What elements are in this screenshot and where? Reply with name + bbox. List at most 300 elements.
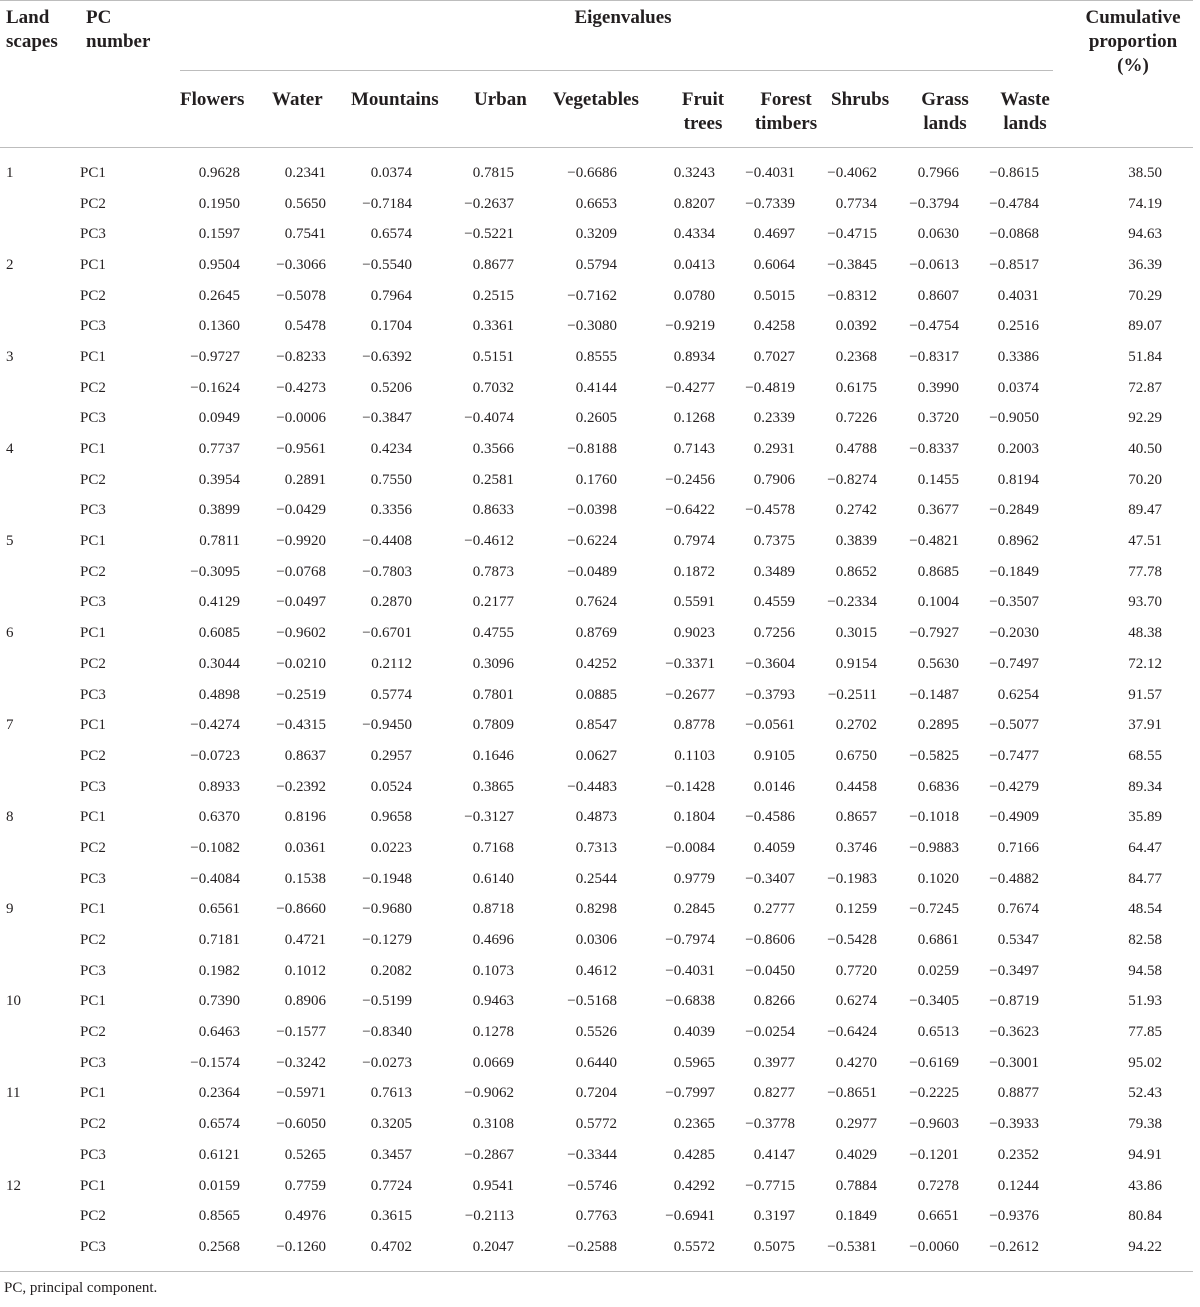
eigenvalue-cell: 0.3096: [472, 655, 514, 672]
eigenvalue-cell: −0.5199: [362, 993, 412, 1010]
eigenvalue-cell: 0.4292: [673, 1177, 715, 1194]
eigenvalue-cell: 0.7974: [673, 533, 715, 550]
bottom-rule: [0, 1271, 1193, 1272]
landscape-cell: [0, 1201, 78, 1232]
pc-number-cell: PC3: [80, 686, 106, 703]
table-row: [0, 219, 1162, 250]
eigenvalue-cell: 0.3954: [198, 471, 240, 488]
eigenvalue-cell: 0.8547: [575, 717, 617, 734]
eigenvalue-cell: 0.4234: [370, 441, 412, 458]
eigenvalue-cell: −0.7997: [665, 1085, 715, 1102]
table-row: [0, 189, 1162, 220]
eigenvalue-cell: 0.7143: [673, 441, 715, 458]
eigenvalue-cell: 0.3108: [472, 1116, 514, 1133]
pc-number-cell: PC3: [80, 594, 106, 611]
table-row: [0, 1171, 1162, 1202]
eigenvalue-cell: 0.7737: [198, 441, 240, 458]
eigenvalue-cell: 0.3205: [370, 1116, 412, 1133]
eigenvalue-cell: 0.2777: [753, 901, 795, 918]
eigenvalue-cell: −0.9561: [276, 441, 326, 458]
pc-number-cell: PC1: [80, 1085, 106, 1102]
eigenvalue-cell: 0.5572: [673, 1238, 715, 1255]
eigenvalue-cell: −0.7477: [989, 747, 1039, 764]
table-row: [0, 772, 1162, 803]
pc-number-cell: PC2: [80, 195, 106, 212]
eigenvalue-cell: −0.8615: [989, 164, 1039, 181]
eigenvalue-cell: 0.7884: [835, 1177, 877, 1194]
eigenvalue-cell: 0.7720: [835, 962, 877, 979]
eigenvalue-cell: 0.4039: [673, 1024, 715, 1041]
col-grass-lands: Grass lands: [921, 89, 969, 134]
eigenvalue-cell: 0.7226: [835, 410, 877, 427]
eigenvalue-cell: −0.3623: [989, 1024, 1039, 1041]
eigenvalue-cell: 0.1872: [673, 563, 715, 580]
pc-number-cell: PC1: [80, 625, 106, 642]
table-row: [0, 833, 1162, 864]
landscape-cell: [0, 772, 78, 803]
cumulative-cell: 68.55: [1128, 747, 1162, 764]
eigenvalue-cell: −0.7715: [745, 1177, 795, 1194]
eigenvalue-cell: 0.7166: [997, 839, 1039, 856]
eigenvalue-cell: 0.9504: [198, 256, 240, 273]
landscape-cell: 4: [6, 441, 14, 458]
cumulative-cell: 51.93: [1128, 993, 1162, 1010]
eigenvalue-cell: −0.4074: [464, 410, 514, 427]
col-fruit-trees: Fruit trees: [681, 89, 725, 134]
table-row: [0, 465, 1162, 496]
eigenvalue-cell: 0.2645: [198, 287, 240, 304]
eigenvalue-cell: 0.8778: [673, 717, 715, 734]
pc-number-cell: PC3: [80, 962, 106, 979]
top-rule: [0, 0, 1193, 1]
landscape-cell: [0, 1232, 78, 1263]
eigenvalue-cell: 0.7027: [753, 348, 795, 365]
eigenvalue-cell: −0.9883: [909, 839, 959, 856]
eigenvalue-cell: 0.4788: [835, 441, 877, 458]
eigenvalue-cell: 0.3489: [753, 563, 795, 580]
eigenvalue-cell: −0.2392: [276, 778, 326, 795]
eigenvalue-cell: −0.4784: [989, 195, 1039, 212]
eigenvalue-cell: −0.0723: [190, 747, 240, 764]
eigenvalue-cell: −0.0006: [276, 410, 326, 427]
table-row: [0, 864, 1162, 895]
eigenvalue-cell: −0.9920: [276, 533, 326, 550]
landscape-cell: [0, 465, 78, 496]
eigenvalue-cell: −0.9602: [276, 625, 326, 642]
header-landscapes: Land scapes: [6, 7, 58, 52]
eigenvalue-cell: −0.3080: [567, 318, 617, 335]
eigenvalue-cell: 0.4458: [835, 778, 877, 795]
eigenvalue-cell: 0.8565: [198, 1208, 240, 1225]
eigenvalue-cell: −0.5078: [276, 287, 326, 304]
eigenvalue-cell: 0.2605: [575, 410, 617, 427]
eigenvalue-cell: 0.0780: [673, 287, 715, 304]
eigenvalue-cell: 0.4031: [997, 287, 1039, 304]
eigenvalue-cell: −0.4819: [745, 379, 795, 396]
eigenvalue-cell: 0.0630: [917, 226, 959, 243]
eigenvalue-cell: 0.3209: [575, 226, 617, 243]
eigenvalue-cell: −0.7927: [909, 625, 959, 642]
eigenvalue-cell: 0.1950: [198, 195, 240, 212]
eigenvalue-cell: −0.3497: [989, 962, 1039, 979]
eigenvalue-cell: 0.8657: [835, 809, 877, 826]
eigenvalue-cell: 0.5650: [284, 195, 326, 212]
eigenvalue-cell: 0.9154: [835, 655, 877, 672]
pc-number-cell: PC3: [80, 870, 106, 887]
eigenvalues-rule: [180, 70, 1053, 71]
table-row: [0, 802, 1162, 833]
eigenvalue-cell: −0.0489: [567, 563, 617, 580]
eigenvalue-cell: 0.7724: [370, 1177, 412, 1194]
eigenvalue-cell: 0.0146: [753, 778, 795, 795]
cumulative-cell: 37.91: [1128, 717, 1162, 734]
eigenvalue-cell: −0.8312: [827, 287, 877, 304]
eigenvalue-cell: 0.5965: [673, 1054, 715, 1071]
landscape-cell: 6: [6, 625, 14, 642]
eigenvalue-cell: 0.4144: [575, 379, 617, 396]
eigenvalue-cell: 0.0392: [835, 318, 877, 335]
header-rule: [0, 147, 1193, 148]
table-row: [0, 618, 1162, 649]
eigenvalue-cell: −0.3127: [464, 809, 514, 826]
table-row: [0, 373, 1162, 404]
eigenvalue-cell: −0.3847: [362, 410, 412, 427]
eigenvalue-cell: 0.9541: [472, 1177, 514, 1194]
pc-number-cell: PC2: [80, 1116, 106, 1133]
eigenvalue-cell: −0.3604: [745, 655, 795, 672]
eigenvalue-cell: 0.8677: [472, 256, 514, 273]
eigenvalue-cell: −0.8606: [745, 932, 795, 949]
eigenvalue-cell: 0.2891: [284, 471, 326, 488]
cumulative-cell: 80.84: [1128, 1208, 1162, 1225]
eigenvalue-cell: 0.1244: [997, 1177, 1039, 1194]
eigenvalue-cell: 0.2364: [198, 1085, 240, 1102]
eigenvalue-cell: 0.7550: [370, 471, 412, 488]
eigenvalue-cell: −0.0613: [909, 256, 959, 273]
eigenvalue-cell: 0.0259: [917, 962, 959, 979]
footnote: PC, principal component.: [4, 1280, 158, 1296]
pc-number-cell: PC2: [80, 932, 106, 949]
cumulative-cell: 94.22: [1128, 1238, 1162, 1255]
eigenvalue-cell: 0.6254: [997, 686, 1039, 703]
eigenvalue-cell: 0.1646: [472, 747, 514, 764]
eigenvalue-cell: 0.6175: [835, 379, 877, 396]
eigenvalue-cell: 0.1760: [575, 471, 617, 488]
eigenvalue-cell: −0.3793: [745, 686, 795, 703]
eigenvalue-cell: 0.1849: [835, 1208, 877, 1225]
eigenvalue-cell: 0.7375: [753, 533, 795, 550]
table-row: [0, 250, 1162, 281]
pc-number-cell: PC1: [80, 164, 106, 181]
eigenvalue-cell: −0.2612: [989, 1238, 1039, 1255]
eigenvalue-cell: 0.8637: [284, 747, 326, 764]
eigenvalue-cell: 0.8266: [753, 993, 795, 1010]
eigenvalue-cell: 0.6140: [472, 870, 514, 887]
eigenvalue-cell: −0.5825: [909, 747, 959, 764]
eigenvalue-cell: −0.2225: [909, 1085, 959, 1102]
landscape-cell: 10: [6, 993, 21, 1010]
eigenvalue-cell: 0.7204: [575, 1085, 617, 1102]
landscape-cell: 9: [6, 901, 14, 918]
landscape-cell: 7: [6, 717, 14, 734]
cumulative-cell: 48.38: [1128, 625, 1162, 642]
eigenvalue-cell: 0.1012: [284, 962, 326, 979]
eigenvalue-cell: −0.9376: [989, 1208, 1039, 1225]
eigenvalue-cell: 0.4697: [753, 226, 795, 243]
eigenvalue-cell: −0.0868: [989, 226, 1039, 243]
eigenvalue-cell: 0.9463: [472, 993, 514, 1010]
eigenvalue-cell: 0.6121: [198, 1146, 240, 1163]
eigenvalue-cell: 0.8933: [198, 778, 240, 795]
eigenvalue-cell: 0.7811: [199, 533, 240, 550]
eigenvalue-cell: −0.0768: [276, 563, 326, 580]
eigenvalue-cell: −0.4273: [276, 379, 326, 396]
cumulative-cell: 94.63: [1128, 226, 1162, 243]
eigenvalue-cell: 0.0949: [198, 410, 240, 427]
landscape-cell: 11: [6, 1085, 21, 1102]
eigenvalue-cell: 0.3899: [198, 502, 240, 519]
pc-number-cell: PC1: [80, 533, 106, 550]
eigenvalue-cell: 0.7168: [472, 839, 514, 856]
eigenvalue-cell: −0.5746: [567, 1177, 617, 1194]
landscape-cell: [0, 219, 78, 250]
eigenvalue-cell: −0.4062: [827, 164, 877, 181]
eigenvalue-cell: 0.5015: [753, 287, 795, 304]
col-flowers: Flowers: [180, 89, 245, 110]
eigenvalue-cell: 0.8633: [472, 502, 514, 519]
table-row: [0, 680, 1162, 711]
eigenvalue-cell: 0.7674: [997, 901, 1039, 918]
eigenvalue-cell: 0.4612: [575, 962, 617, 979]
eigenvalue-cell: −0.7803: [362, 563, 412, 580]
eigenvalue-cell: 0.9779: [673, 870, 715, 887]
eigenvalue-cell: 0.5772: [575, 1116, 617, 1133]
eigenvalue-cell: 0.4147: [753, 1146, 795, 1163]
eigenvalue-cell: 0.2702: [835, 717, 877, 734]
eigenvalue-cell: 0.6274: [835, 993, 877, 1010]
landscape-cell: [0, 680, 78, 711]
pc-number-cell: PC2: [80, 1024, 106, 1041]
eigenvalue-cell: 0.0413: [673, 256, 715, 273]
pc-number-cell: PC2: [80, 1208, 106, 1225]
eigenvalue-cell: 0.4898: [198, 686, 240, 703]
eigenvalue-cell: −0.8233: [276, 348, 326, 365]
landscape-cell: [0, 1048, 78, 1079]
eigenvalue-cell: −0.3933: [989, 1116, 1039, 1133]
pc-number-cell: PC2: [80, 379, 106, 396]
eigenvalue-cell: 0.7256: [753, 625, 795, 642]
eigenvalue-cell: 0.1278: [472, 1024, 514, 1041]
eigenvalue-cell: −0.0450: [745, 962, 795, 979]
eigenvalue-cell: 0.7759: [284, 1177, 326, 1194]
eigenvalue-cell: −0.1082: [190, 839, 240, 856]
pc-number-cell: PC1: [80, 256, 106, 273]
eigenvalue-cell: 0.5774: [370, 686, 412, 703]
pc-number-cell: PC1: [80, 993, 106, 1010]
eigenvalue-cell: 0.3015: [835, 625, 877, 642]
eigenvalue-cell: −0.0497: [276, 594, 326, 611]
eigenvalue-cell: 0.2742: [835, 502, 877, 519]
table-row: [0, 956, 1162, 987]
eigenvalue-cell: −0.8274: [827, 471, 877, 488]
cumulative-cell: 89.34: [1128, 778, 1162, 795]
eigenvalue-cell: −0.4483: [567, 778, 617, 795]
eigenvalue-cell: −0.3001: [989, 1054, 1039, 1071]
eigenvalue-cell: 0.8685: [917, 563, 959, 580]
cumulative-cell: 52.43: [1128, 1085, 1162, 1102]
eigenvalue-cell: −0.4279: [989, 778, 1039, 795]
eigenvalue-cell: 0.1268: [673, 410, 715, 427]
pc-number-cell: PC2: [80, 839, 106, 856]
col-water: Water: [272, 89, 323, 110]
eigenvalue-cell: −0.1201: [909, 1146, 959, 1163]
cumulative-cell: 79.38: [1128, 1116, 1162, 1133]
eigenvalue-cell: −0.4408: [362, 533, 412, 550]
table-row: [0, 342, 1162, 373]
pc-number-cell: PC1: [80, 441, 106, 458]
eigenvalue-cell: 0.7815: [472, 164, 514, 181]
cumulative-cell: 91.57: [1128, 686, 1162, 703]
eigenvalue-cell: 0.0361: [284, 839, 326, 856]
eigenvalue-cell: 0.2368: [835, 348, 877, 365]
eigenvalue-cell: −0.1279: [362, 932, 412, 949]
table-row: [0, 1201, 1162, 1232]
eigenvalue-cell: 0.1004: [917, 594, 959, 611]
eigenvalue-cell: −0.4277: [665, 379, 715, 396]
eigenvalue-cell: 0.8934: [673, 348, 715, 365]
eigenvalue-cell: 0.7278: [917, 1177, 959, 1194]
eigenvalue-cell: −0.3371: [665, 655, 715, 672]
eigenvalue-cell: 0.5591: [673, 594, 715, 611]
eigenvalue-cell: 0.3243: [673, 164, 715, 181]
eigenvalue-cell: −0.0210: [276, 655, 326, 672]
eigenvalue-cell: 0.7873: [472, 563, 514, 580]
eigenvalue-cell: 0.7390: [198, 993, 240, 1010]
eigenvalue-cell: 0.2957: [370, 747, 412, 764]
eigenvalue-cell: 0.6370: [198, 809, 240, 826]
eigenvalue-cell: −0.2677: [665, 686, 715, 703]
eigenvalue-cell: −0.1983: [827, 870, 877, 887]
eigenvalue-cell: 0.8769: [575, 625, 617, 642]
eigenvalue-cell: 0.8962: [997, 533, 1039, 550]
eigenvalue-cell: −0.2637: [464, 195, 514, 212]
table-row: [0, 649, 1162, 680]
pc-number-cell: PC2: [80, 287, 106, 304]
cumulative-cell: 36.39: [1128, 256, 1162, 273]
eigenvalue-cell: −0.4612: [464, 533, 514, 550]
eigenvalue-cell: 0.9023: [673, 625, 715, 642]
eigenvalue-cell: 0.3865: [472, 778, 514, 795]
eigenvalue-cell: 0.1455: [917, 471, 959, 488]
eigenvalue-cell: 0.2112: [371, 655, 412, 672]
table-row: [0, 1079, 1162, 1110]
eigenvalue-cell: 0.7613: [370, 1085, 412, 1102]
col-urban: Urban: [474, 89, 527, 110]
eigenvalue-cell: 0.5478: [284, 318, 326, 335]
eigenvalue-cell: −0.1849: [989, 563, 1039, 580]
eigenvalue-cell: 0.2516: [997, 318, 1039, 335]
eigenvalue-cell: 0.6750: [835, 747, 877, 764]
eigenvalue-cell: −0.8317: [909, 348, 959, 365]
eigenvalue-cell: 0.4873: [575, 809, 617, 826]
pc-number-cell: PC1: [80, 717, 106, 734]
eigenvalue-cell: −0.2030: [989, 625, 1039, 642]
eigenvalue-cell: 0.5265: [284, 1146, 326, 1163]
eigenvalue-cell: 0.0524: [370, 778, 412, 795]
eigenvalue-cell: −0.6224: [567, 533, 617, 550]
eigenvalue-cell: −0.6169: [909, 1054, 959, 1071]
eigenvalue-cell: 0.0374: [370, 164, 412, 181]
eigenvalue-cell: −0.2113: [464, 1208, 514, 1225]
eigenvalue-cell: 0.6574: [370, 226, 412, 243]
eigenvalue-cell: −0.9050: [989, 410, 1039, 427]
eigenvalue-cell: −0.2867: [464, 1146, 514, 1163]
table-row: [0, 526, 1162, 557]
eigenvalue-cell: −0.8660: [276, 901, 326, 918]
eigenvalue-cell: −0.1260: [276, 1238, 326, 1255]
cumulative-cell: 47.51: [1128, 533, 1162, 550]
table-row: [0, 588, 1162, 619]
cumulative-cell: 94.91: [1128, 1146, 1162, 1163]
eigenvalue-cell: −0.7974: [665, 932, 715, 949]
eigenvalue-cell: 0.8906: [284, 993, 326, 1010]
cumulative-cell: 94.58: [1128, 962, 1162, 979]
landscape-cell: 8: [6, 809, 14, 826]
cumulative-cell: 77.85: [1128, 1024, 1162, 1041]
eigenvalue-cell: −0.4031: [665, 962, 715, 979]
col-shrubs: Shrubs: [831, 89, 890, 110]
eigenvalue-cell: −0.0084: [665, 839, 715, 856]
eigenvalue-cell: 0.2003: [997, 441, 1039, 458]
table-body: [0, 158, 1162, 1263]
pc-number-cell: PC1: [80, 348, 106, 365]
pc-number-cell: PC2: [80, 747, 106, 764]
eigenvalue-cell: −0.4274: [190, 717, 240, 734]
eigenvalue-cell: 0.7734: [835, 195, 877, 212]
table-row: [0, 987, 1162, 1018]
eigenvalue-cell: 0.7541: [284, 226, 326, 243]
eigenvalue-cell: 0.2047: [472, 1238, 514, 1255]
eigenvalue-cell: −0.5221: [464, 226, 514, 243]
eigenvalue-cell: 0.1103: [674, 747, 715, 764]
eigenvalue-cell: 0.9628: [198, 164, 240, 181]
header-cumulative-proportion: Cumulative proportion (%): [1085, 7, 1181, 76]
landscape-cell: 12: [6, 1177, 21, 1194]
table-row: [0, 1232, 1162, 1263]
pc-number-cell: PC2: [80, 563, 106, 580]
pc-number-cell: PC2: [80, 655, 106, 672]
eigenvalue-cell: 0.4755: [472, 625, 514, 642]
eigenvalue-cell: 0.2544: [575, 870, 617, 887]
eigenvalue-cell: 0.2339: [753, 410, 795, 427]
eigenvalue-cell: −0.2519: [276, 686, 326, 703]
table-row: [0, 1140, 1162, 1171]
cumulative-cell: 70.20: [1128, 471, 1162, 488]
eigenvalue-cell: −0.5428: [827, 932, 877, 949]
eigenvalue-cell: −0.5168: [567, 993, 617, 1010]
eigenvalue-cell: 0.3615: [370, 1208, 412, 1225]
eigenvalue-cell: 0.6440: [575, 1054, 617, 1071]
eigenvalue-cell: −0.4715: [827, 226, 877, 243]
cumulative-cell: 35.89: [1128, 809, 1162, 826]
pc-number-cell: PC3: [80, 1146, 106, 1163]
table-row: [0, 311, 1162, 342]
eigenvalue-cell: 0.6861: [917, 932, 959, 949]
eigenvalue-cell: −0.1624: [190, 379, 240, 396]
eigenvalue-cell: 0.6064: [753, 256, 795, 273]
eigenvalue-cell: 0.3566: [472, 441, 514, 458]
eigenvalue-cell: −0.1428: [665, 778, 715, 795]
